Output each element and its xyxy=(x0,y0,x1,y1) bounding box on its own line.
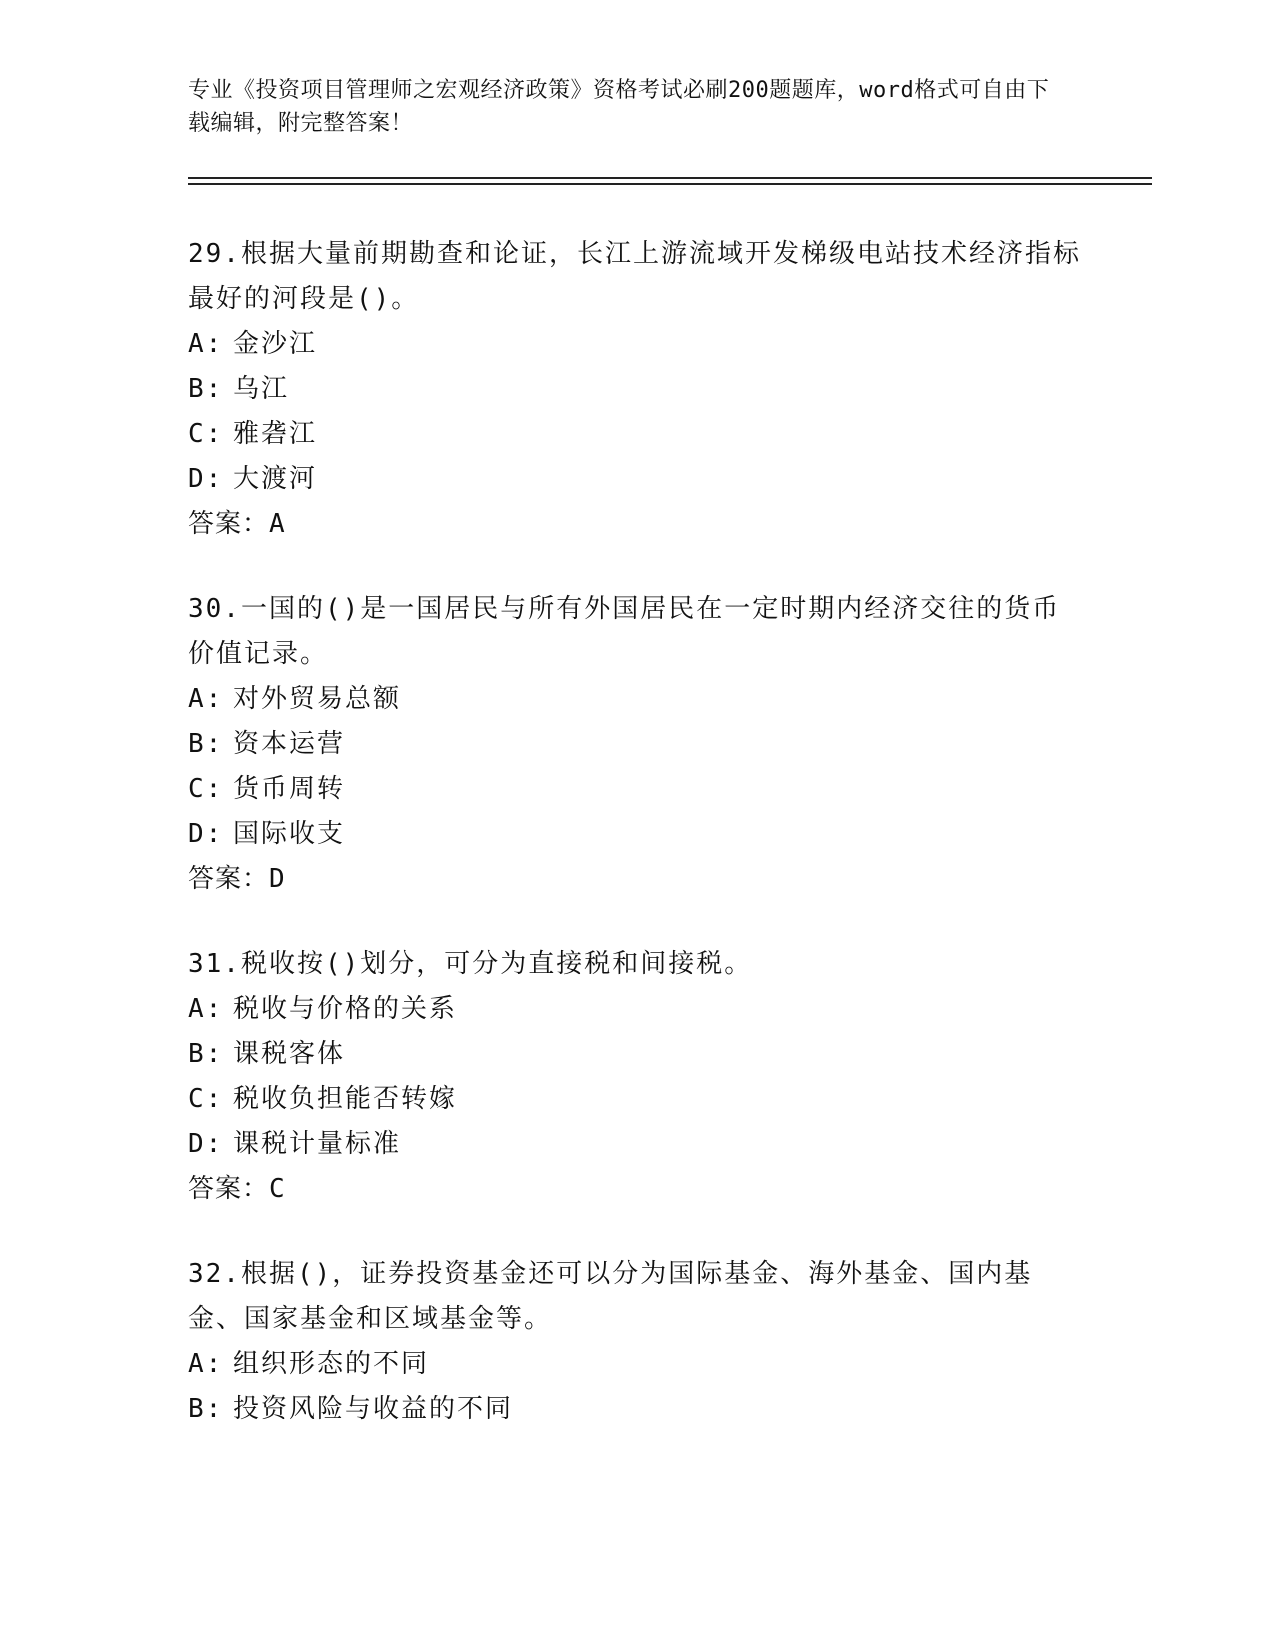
option-a xyxy=(188,322,1088,367)
option-letter: A: xyxy=(188,329,224,359)
header-divider-bottom xyxy=(188,183,1152,185)
answer-line xyxy=(188,502,1088,547)
header-divider-top xyxy=(188,177,1152,179)
question-29 xyxy=(188,232,1088,547)
answer-label: 答案： xyxy=(188,1174,270,1204)
option-c xyxy=(188,1077,1088,1122)
option-text: 对外贸易总额 xyxy=(233,684,402,714)
option-text: 投资风险与收益的不同 xyxy=(233,1394,514,1424)
option-letter: B: xyxy=(188,1039,224,1069)
answer-value: C xyxy=(269,1174,286,1204)
option-b xyxy=(188,1387,1088,1432)
question-32 xyxy=(188,1252,1088,1432)
option-letter: D: xyxy=(188,1129,224,1159)
option-letter: C: xyxy=(188,1084,224,1114)
option-c xyxy=(188,412,1088,457)
option-b xyxy=(188,722,1088,767)
question-stem: 32.根据()，证券投资基金还可以分为国际基金、海外基金、国内基金、国家基金和区域基金等。 xyxy=(188,1259,1033,1334)
option-text: 组织形态的不同 xyxy=(233,1349,430,1379)
option-d xyxy=(188,457,1088,502)
option-letter: B: xyxy=(188,729,224,759)
answer-value: A xyxy=(269,509,286,539)
question-30 xyxy=(188,587,1088,902)
option-text: 资本运营 xyxy=(233,729,346,759)
document-header: 专业《投资项目管理师之宏观经济政策》资格考试必刷200题题库，word格式可自由下载编辑，附完整答案！ xyxy=(188,78,1050,136)
option-a xyxy=(188,677,1088,722)
option-text: 货币周转 xyxy=(233,774,346,804)
option-text: 金沙江 xyxy=(233,329,318,359)
question-stem: 30.一国的()是一国居民与所有外国居民在一定时期内经济交往的货币价值记录。 xyxy=(188,594,1061,669)
option-a xyxy=(188,1342,1088,1387)
option-text: 乌江 xyxy=(233,374,290,404)
option-letter: D: xyxy=(188,819,224,849)
option-letter: A: xyxy=(188,994,224,1024)
option-d xyxy=(188,812,1088,857)
option-text: 税收负担能否转嫁 xyxy=(233,1084,458,1114)
answer-label: 答案： xyxy=(188,864,270,894)
option-letter: D: xyxy=(188,464,224,494)
question-31 xyxy=(188,942,1088,1212)
option-letter: C: xyxy=(188,419,224,449)
option-c xyxy=(188,767,1088,812)
option-d xyxy=(188,1122,1088,1167)
option-b xyxy=(188,1032,1088,1077)
option-letter: A: xyxy=(188,684,224,714)
option-a xyxy=(188,987,1088,1032)
option-letter: B: xyxy=(188,1394,224,1424)
option-text: 税收与价格的关系 xyxy=(233,994,458,1024)
option-text: 课税计量标准 xyxy=(233,1129,402,1159)
question-stem: 31.税收按()划分，可分为直接税和间接税。 xyxy=(188,949,753,979)
option-text: 雅砻江 xyxy=(233,419,318,449)
question-list xyxy=(188,232,1088,1472)
option-text: 国际收支 xyxy=(233,819,346,849)
option-letter: C: xyxy=(188,774,224,804)
question-stem: 29.根据大量前期勘查和论证，长江上游流域开发梯级电站技术经济指标最好的河段是()。 xyxy=(188,239,1081,314)
option-text: 大渡河 xyxy=(233,464,318,494)
option-letter: B: xyxy=(188,374,224,404)
answer-label: 答案： xyxy=(188,509,270,539)
option-letter: A: xyxy=(188,1349,224,1379)
answer-value: D xyxy=(269,864,286,894)
answer-line xyxy=(188,1167,1088,1212)
option-b xyxy=(188,367,1088,412)
option-text: 课税客体 xyxy=(233,1039,346,1069)
answer-line xyxy=(188,857,1088,902)
